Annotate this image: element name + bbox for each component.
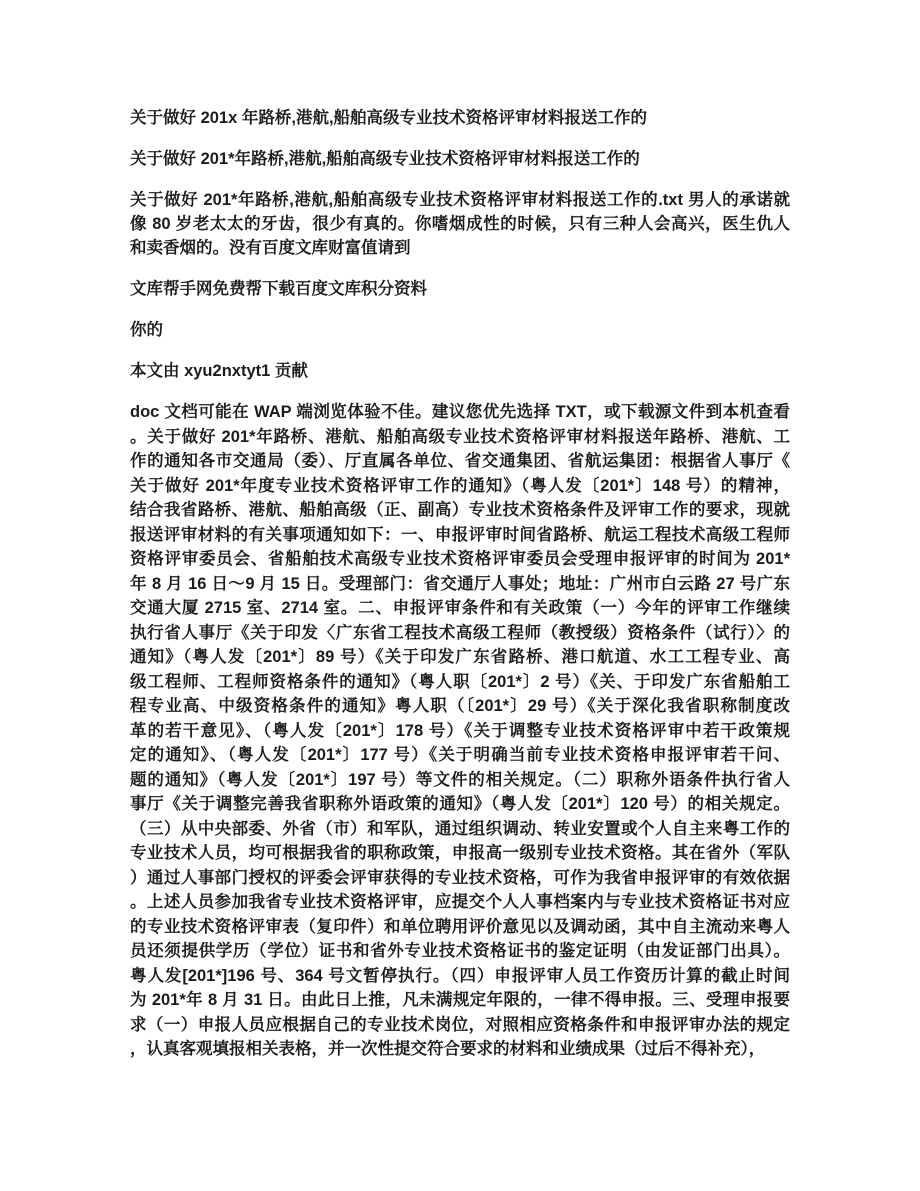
text-line: 为 201*年 8 月 31 日。由此日上推，凡未满规定年限的，一律不得申报。三、受理申报要 [130,991,790,1009]
text-line: 作的通知各市交通局（委）、厅直属各单位、省交通集团、省航运集团：根据省人事厅《 [130,452,790,470]
text-line: 和卖香烟的。没有百度文库财富值请到 [130,239,411,257]
text-line: 本文由 xyu2nxtyt1 贡献 [130,362,308,380]
text-line: ，认真客观填报相关表格，并一次性提交符合要求的材料和业绩成果（过后不得补充）， [130,1040,766,1058]
text-line: 报送评审材料的有关事项通知如下：一、申报评审时间省路桥、航运工程技术高级工程师 [130,525,790,544]
text-line: 的专业技术资格评审表（复印件）和单位聘用评价意见以及调动函，其中自主流动来粤人 [130,917,790,936]
text-line: 结合我省路桥、港航、船舶高级（正、副高）专业技术资格条件及评审工作的要求，现就 [130,501,790,519]
text-line: 员还须提供学历（学位）证书和省外专业技术资格证书的鉴定证明（由发证部门出具）。 [130,942,790,960]
text-line: 革的若干意见》、（粤人发〔201*〕178 号）《关于调整专业技术资格评审中若干政策规 [130,721,790,740]
text-line: 资格评审委员会、省船舶技术高级专业技术资格评审委员会受理申报评审的时间为 201* [130,550,790,568]
text-line: 关于做好 201*年路桥,港航,船舶高级专业技术资格评审材料报送工作的 [130,150,640,168]
text-line: 求（一）申报人员应根据自己的专业技术岗位，对照相应资格条件和申报评审办法的规定 [130,1015,790,1034]
text-line: （三）从中央部委、外省（市）和军队，通过组织调动、转业安置或个人自主来粤工作的 [130,819,790,838]
main-body-paragraph [130,400,790,1062]
text-line: 执行省人事厅《关于印发〈广东省工程技术高级工程师（教授级）资格条件（试行）〉的 [130,623,790,642]
contributor-line [130,359,790,383]
text-line: 关于做好 201*年度专业技术资格评审工作的通知》（粤人发〔201*〕148 号）的精神， [130,476,790,495]
text-line: 事厅《关于调整完善我省职称外语政策的通知》（粤人发〔201*〕120 号）的相关规定。 [130,795,790,813]
text-line: 像 80 岁老太太的牙齿，很少有真的。你嗜烟成性的时候，只有三种人会高兴，医生仇人 [130,215,790,233]
title-line-2 [130,147,790,171]
text-line: 级工程师、工程师资格条件的通知》（粤人职〔201*〕2 号）《关、于印发广东省船舶工 [130,672,790,691]
wenku-helper-line [130,277,790,301]
text-line: 关于做好 201*年路桥,港航,船舶高级专业技术资格评审材料报送工作的.txt 男人的承诺就 [130,191,790,209]
text-line: 你的 [130,321,163,339]
text-line: 文库帮手网免费帮下载百度文库积分资料 [130,280,427,298]
text-line: 交通大厦 2715 室、2714 室。二、申报评审条件和有关政策（一）今年的评审工作继续 [130,599,790,617]
text-line: 题的通知》（粤人发〔201*〕197 号）等文件的相关规定。（二）职称外语条件执行省人 [130,770,790,789]
text-line: 粤人发[201*]196 号、364 号文暂停执行。（四）申报评审人员工作资历计算的截止时间 [130,966,790,985]
yourte-line [130,318,790,342]
text-line: 程专业高、中级资格条件的通知》粤人职（〔201*〕29 号）《关于深化我省职称制度改 [130,697,790,715]
text-line: 专业技术人员，均可根据我省的职称政策，申报高一级别专业技术资格。其在省外（军队 [130,844,790,862]
title-line-1 [130,106,790,130]
text-line: ）通过人事部门授权的评委会评审获得的专业技术资格，可作为我省申报评审的有效依据 [130,868,790,887]
text-line: doc 文档可能在 WAP 端浏览体验不佳。建议您优先选择 TXT，或下载源文件到本机查看 [130,403,790,421]
doc-body [130,0,790,1062]
intro-paragraph [130,188,790,260]
text-line: 。关于做好 201*年路桥、港航、船舶高级专业技术资格评审材料报送年路桥、港航、工 [130,427,790,446]
text-line: 年 8 月 16 日～9 月 15 日。受理部门：省交通厅人事处；地址：广州市白云路 27 号广东 [130,574,790,593]
text-line: 通知》（粤人发〔201*〕89 号）《关于印发广东省路桥、港口航道、水工工程专业、高 [130,648,790,666]
text-line: 定的通知》、（粤人发〔201*〕177 号）《关于明确当前专业技术资格申报评审若干问、 [130,746,790,764]
text-line: 。上述人员参加我省专业技术资格评审，应提交个人人事档案内与专业技术资格证书对应 [130,893,790,911]
text-line: 关于做好 201x 年路桥,港航,船舶高级专业技术资格评审材料报送工作的 [130,109,648,127]
